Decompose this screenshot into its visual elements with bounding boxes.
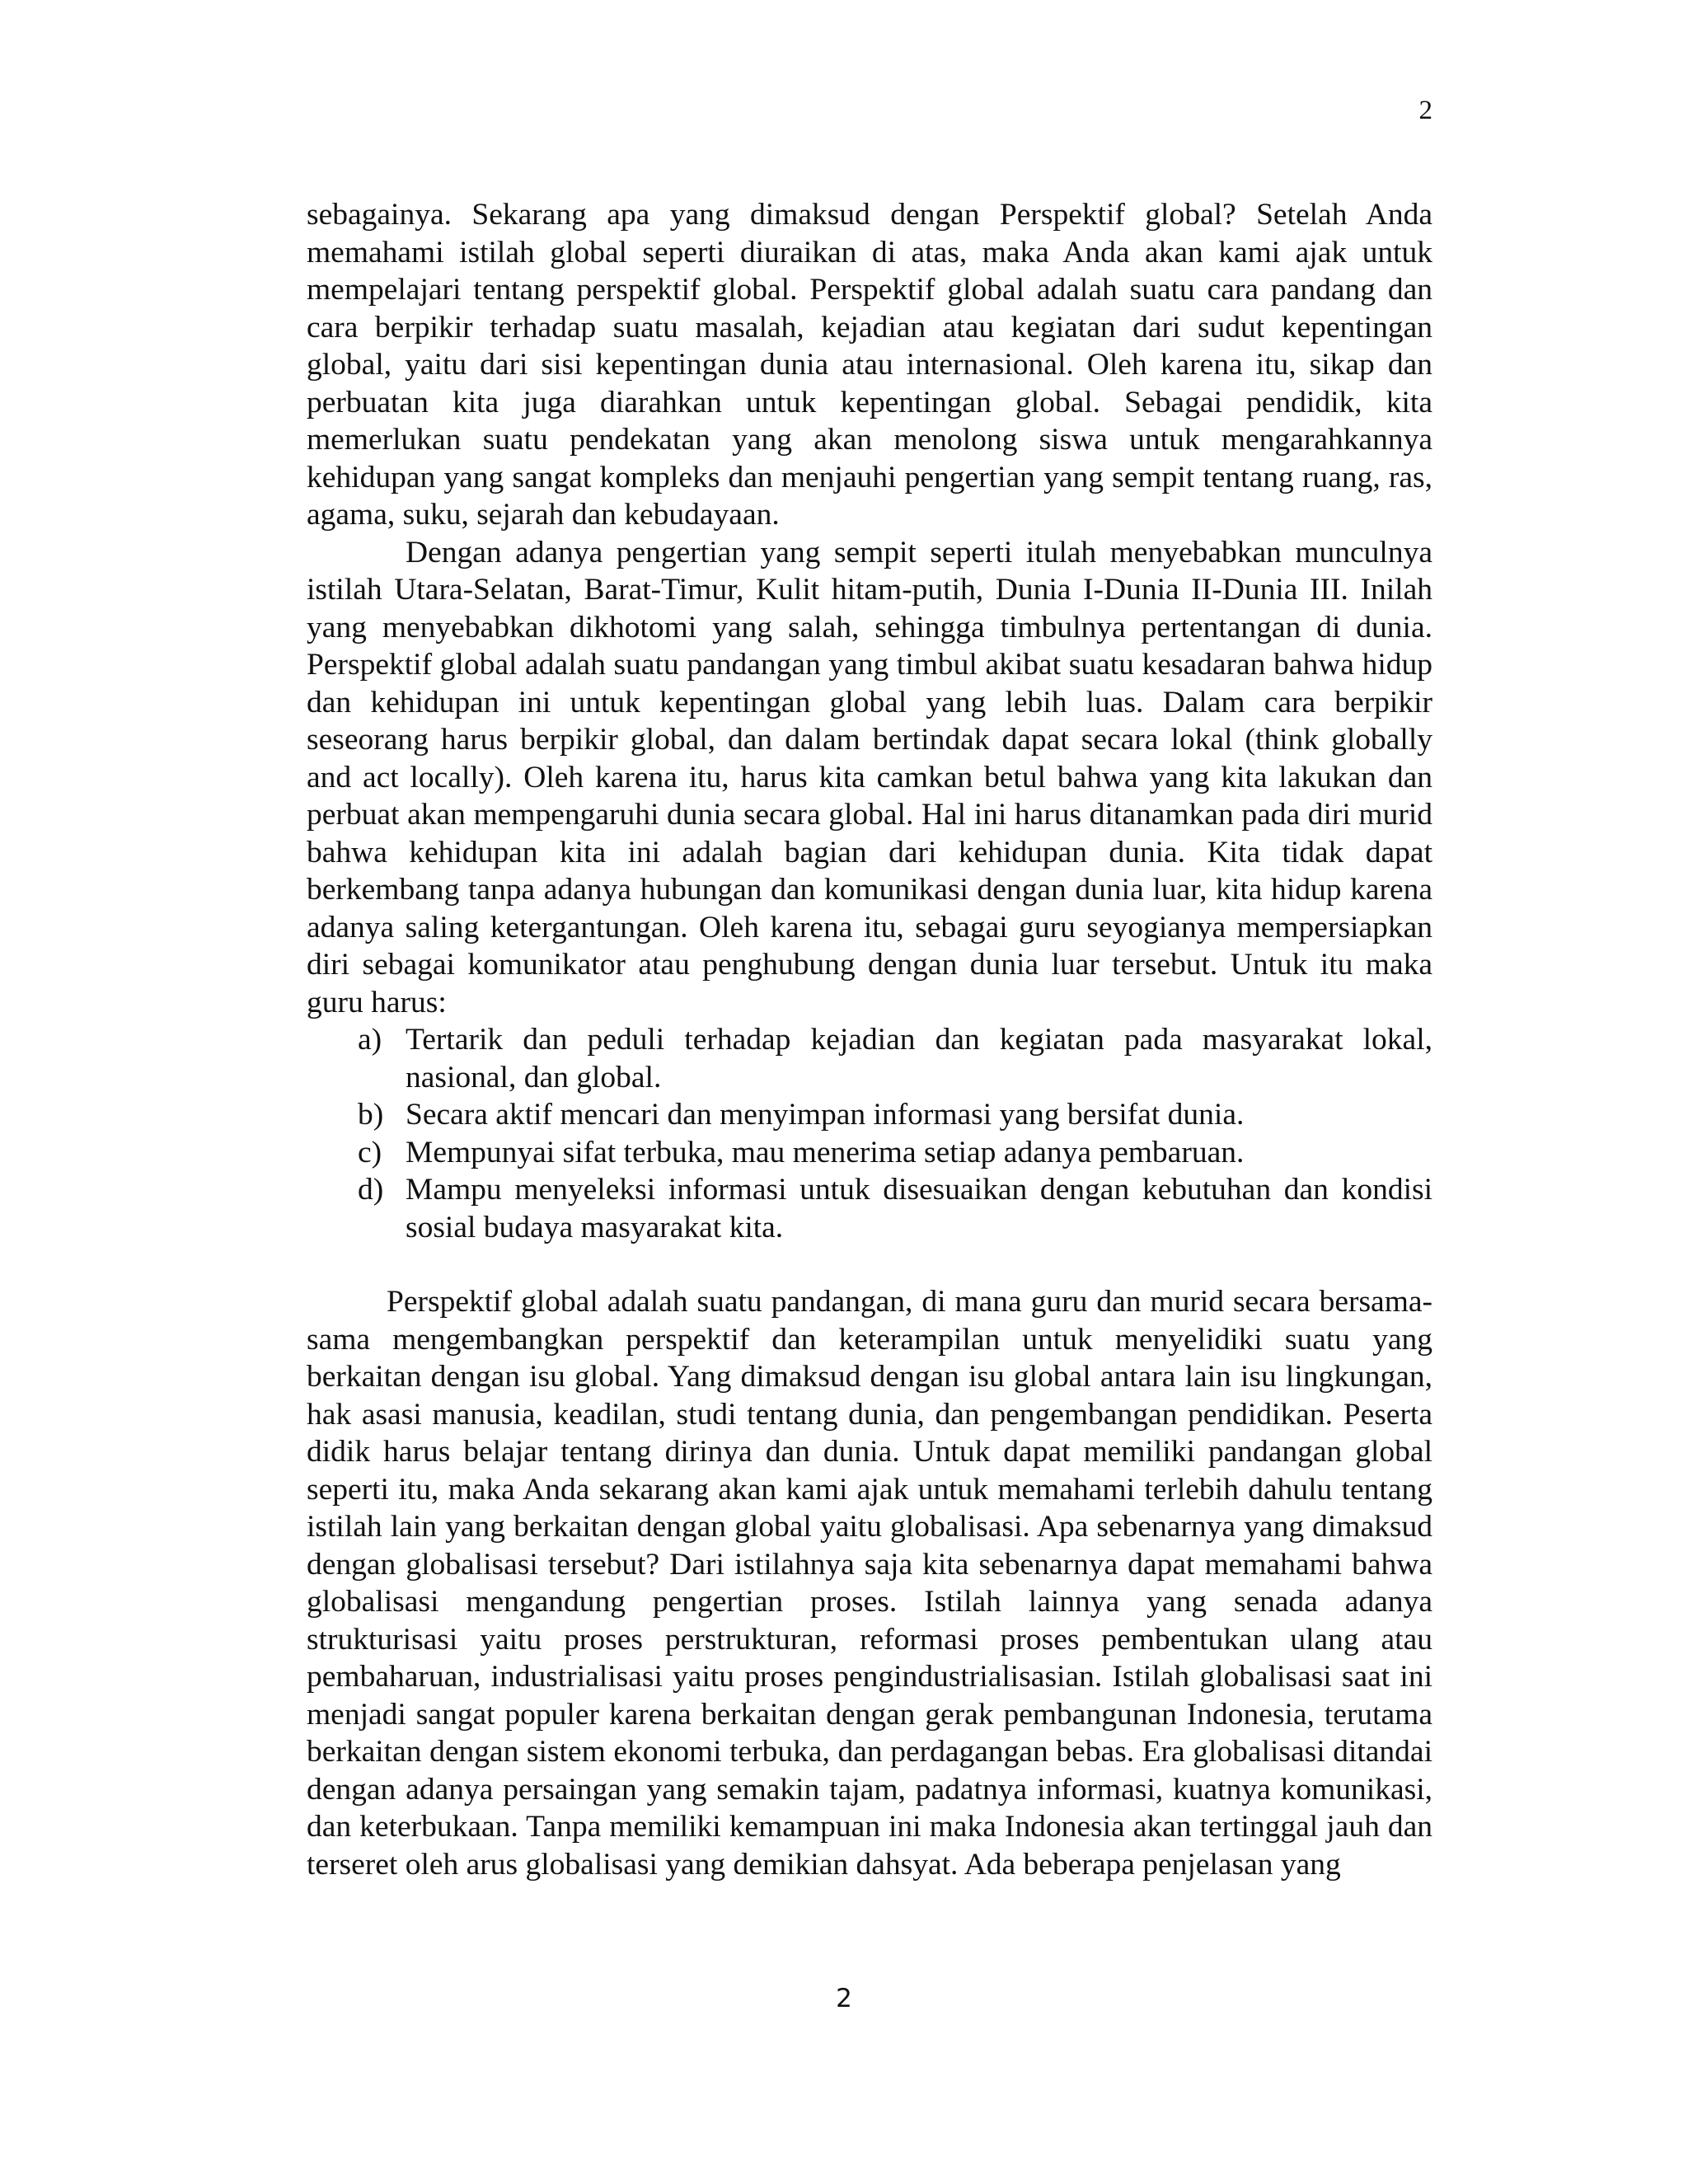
list-marker: b) xyxy=(358,1098,384,1132)
list-item-text: Mempunyai sifat terbuka, mau menerima setiap adanya pembaruan. xyxy=(406,1135,1245,1169)
paragraph-3: Perspektif global adalah suatu pandangan, di mana guru dan murid secara bersama-sama mengembangkan perspektif dan keterampilan untuk menyelidiki suatu yang berkaitan dengan isu global. Yang dimaksud dengan isu global antara lain isu lingkungan, hak asasi manusia, keadilan, studi tentang dunia, dan pengembangan pendidikan. Peserta didik harus belajar tentang dirinya dan dunia. Untuk dapat memiliki pandangan global seperti itu, maka Anda sekarang akan kami ajak untuk memahami terlebih dahulu tentang istilah lain yang berkaitan dengan global yaitu globalisasi. Apa sebenarnya yang dimaksud dengan globalisasi tersebut? Dari istilahnya saja kita sebenarnya dapat memahami bahwa globalisasi mengandung pengertian proses. Istilah lainnya yang senada adanya strukturisasi yaitu proses perstrukturan, reformasi proses pembentukan ulang atau pembaharuan, industrialisasi yaitu proses pengindustrialisasian. Istilah globalisasi saat ini menjadi sangat populer karena berkaitan dengan gerak pembangunan Indonesia, terutama berkaitan dengan sistem ekonomi terbuka, dan perdagangan bebas. Era globalisasi ditandai dengan adanya persaingan yang semakin tajam, padatnya informasi, kuatnya komunikasi, dan keterbukaan. Tanpa memiliki kemampuan ini maka Indonesia akan tertinggal jauh dan terseret oleh arus globalisasi yang demikian dahsyat. Ada beberapa penjelasan yang xyxy=(307,1285,1432,1882)
teacher-requirements-list xyxy=(307,1021,1432,1246)
list-item xyxy=(307,1096,1432,1134)
list-item xyxy=(307,1021,1432,1096)
list-item-text: Tertarik dan peduli terhadap kejadian dan kegiatan pada masyarakat lokal, nasional, dan global. xyxy=(406,1023,1432,1094)
page-number-bottom: 2 xyxy=(836,1984,852,2013)
paragraph-spacer xyxy=(307,1246,1432,1283)
list-marker: d) xyxy=(358,1173,384,1207)
list-marker: a) xyxy=(358,1023,382,1057)
paragraph-1: sebagainya. Sekarang apa yang dimaksud dengan Perspektif global? Setelah Anda memahami istilah global seperti diuraikan di atas, maka Anda akan kami ajak untuk mempelajari tentang perspektif global. Perspektif global adalah suatu cara pandang dan cara berpikir terhadap suatu masalah, kejadian atau kegiatan dari sudut kepentingan global, yaitu dari sisi kepentingan dunia atau internasional. Oleh karena itu, sikap dan perbuatan kita juga diarahkan untuk kepentingan global. Sebagai pendidik, kita memerlukan suatu pendekatan yang akan menolong siswa untuk mengarahkannya kehidupan yang sangat kompleks dan menjauhi pengertian yang sempit tentang ruang, ras, agama, suku, sejarah dan kebudayaan. xyxy=(307,198,1432,532)
list-item-text: Mampu menyeleksi informasi untuk disesuaikan dengan kebutuhan dan kondisi sosial budaya masyarakat kita. xyxy=(406,1173,1432,1244)
list-marker: c) xyxy=(358,1135,382,1169)
list-item xyxy=(307,1171,1432,1246)
document-body xyxy=(307,196,1432,1883)
list-item-text: Secara aktif mencari dan menyimpan informasi yang bersifat dunia. xyxy=(406,1098,1245,1132)
page-number-top: 2 xyxy=(1418,96,1432,125)
paragraph-2: Dengan adanya pengertian yang sempit seperti itulah menyebabkan munculnya istilah Utara-Selatan, Barat-Timur, Kulit hitam-putih, Dunia I-Dunia II-Dunia III. Inilah yang menyebabkan dikhotomi yang salah, sehingga timbulnya pertentangan di dunia. Perspektif global adalah suatu pandangan yang timbul akibat suatu kesadaran bahwa hidup dan kehidupan ini untuk kepentingan global yang lebih luas. Dalam cara berpikir seseorang harus berpikir global, dan dalam bertindak dapat secara lokal (think globally and act locally). Oleh karena itu, harus kita camkan betul bahwa yang kita lakukan dan perbuat akan mempengaruhi dunia secara global. Hal ini harus ditanamkan pada diri murid bahwa kehidupan kita ini adalah bagian dari kehidupan dunia. Kita tidak dapat berkembang tanpa adanya hubungan dan komunikasi dengan dunia luar, kita hidup karena adanya saling ketergantungan. Oleh karena itu, sebagai guru seyogianya mempersiapkan diri sebagai komunikator atau penghubung dengan dunia luar tersebut. Untuk itu maka guru harus: xyxy=(307,535,1432,1019)
list-item xyxy=(307,1134,1432,1172)
